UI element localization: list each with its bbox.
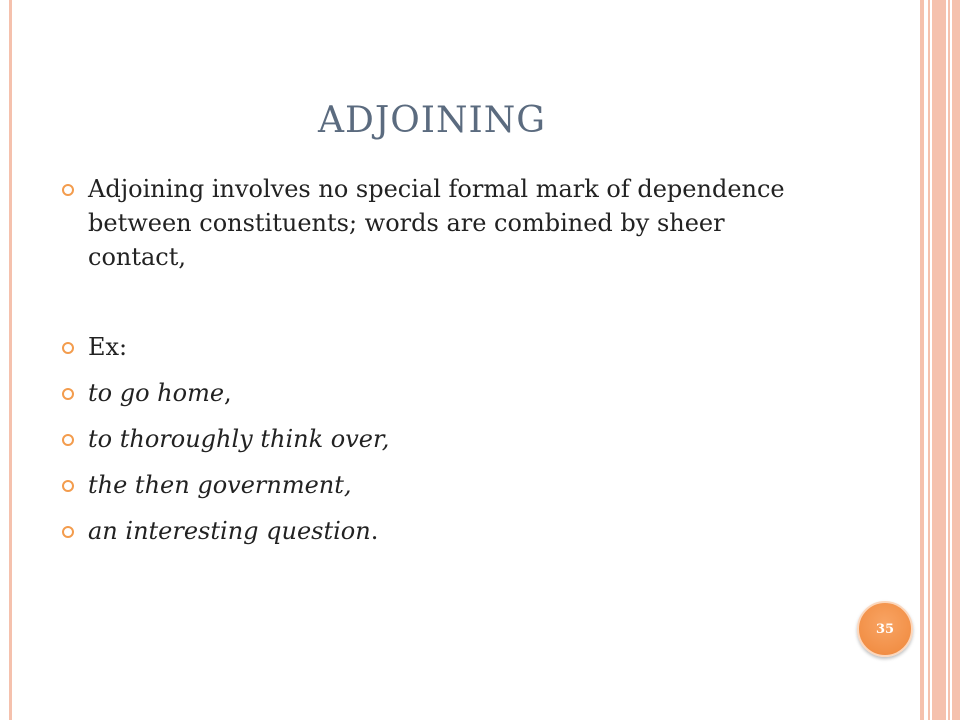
stripe	[948, 0, 950, 720]
right-stripe-decoration	[920, 0, 960, 720]
bullet-list	[62, 172, 822, 560]
page-number-badge	[857, 601, 913, 657]
bullet-item	[62, 172, 822, 274]
stripe	[952, 0, 960, 720]
bullet-item	[62, 422, 822, 456]
stripe	[932, 0, 946, 720]
bullet-text: the then government,	[88, 471, 352, 499]
bullet-text: Ex:	[88, 333, 128, 361]
bullet-circle-icon	[62, 526, 74, 538]
bullet-text: to go home	[88, 379, 225, 407]
left-border-decoration	[0, 0, 12, 720]
bullet-item	[62, 468, 822, 502]
bullet-item	[62, 330, 822, 364]
page-number: 35	[875, 621, 895, 637]
stripe	[920, 0, 924, 720]
bullet-circle-icon	[62, 342, 74, 354]
stripe	[928, 0, 930, 720]
bullet-text: to thoroughly think over,	[88, 425, 390, 453]
bullet-text: Adjoining involves no special formal mark of dependence between constituents; words are combined by sheer contact,	[88, 175, 785, 271]
slide-title: ADJOINING	[318, 100, 547, 141]
bullet-suffix: .	[370, 517, 379, 545]
bullet-circle-icon	[62, 184, 74, 196]
bullet-circle-icon	[62, 388, 74, 400]
bullet-item	[62, 514, 822, 548]
bullet-circle-icon	[62, 480, 74, 492]
bullet-item	[62, 376, 822, 410]
bullet-circle-icon	[62, 434, 74, 446]
bullet-text: an interesting question	[88, 517, 371, 545]
bullet-suffix: ,	[224, 379, 232, 407]
